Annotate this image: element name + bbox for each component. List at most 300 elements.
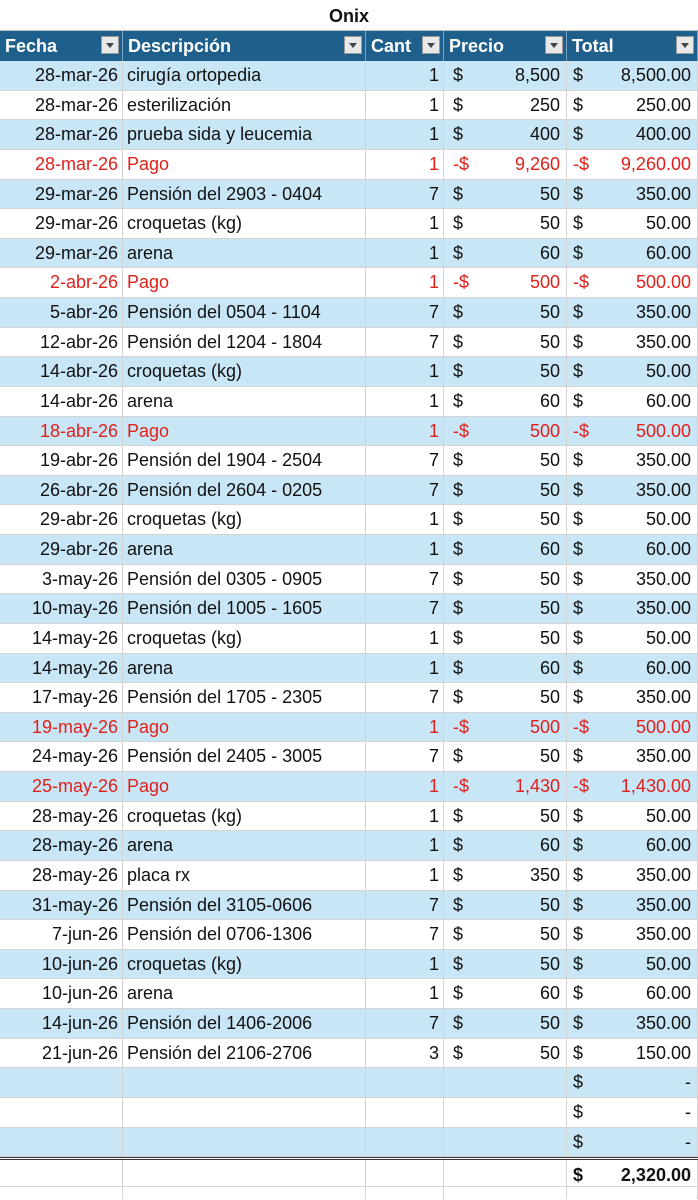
- table-cell[interactable]: [123, 1187, 366, 1199]
- total-value: 350.00: [635, 331, 691, 352]
- date-cell[interactable]: 21-jun-26: [0, 1039, 123, 1068]
- price-value: 50: [539, 894, 560, 915]
- date-cell[interactable]: [0, 1128, 123, 1157]
- total-cell[interactable]: [567, 357, 698, 386]
- price-cell[interactable]: [444, 565, 567, 594]
- description-cell[interactable]: Pensión del 0305 - 0905: [123, 565, 366, 594]
- price-cell[interactable]: [444, 594, 567, 623]
- description-cell[interactable]: croquetas (kg): [123, 950, 366, 979]
- total-cell[interactable]: [567, 61, 698, 90]
- currency-symbol: $: [573, 242, 584, 263]
- table-row: [0, 150, 698, 180]
- quantity-cell[interactable]: 1: [366, 654, 444, 683]
- currency-symbol: $: [573, 598, 584, 619]
- currency-symbol: $: [573, 1165, 584, 1186]
- table-cell[interactable]: [444, 1187, 567, 1199]
- currency-symbol: $: [453, 924, 464, 945]
- total-cell[interactable]: [567, 1039, 698, 1068]
- total-cell[interactable]: [567, 920, 698, 949]
- column-header-label: Total: [572, 36, 614, 56]
- description-cell[interactable]: Pensión del 0706-1306: [123, 920, 366, 949]
- total-value: 350.00: [635, 1013, 691, 1033]
- date-cell[interactable]: 3-may-26: [0, 565, 123, 594]
- total-value: 1,430.00: [620, 776, 691, 796]
- quantity-cell[interactable]: 1: [366, 624, 444, 653]
- total-cell[interactable]: [567, 594, 698, 623]
- price-value: 50: [539, 746, 560, 767]
- filter-dropdown-icon[interactable]: [676, 36, 694, 54]
- date-cell[interactable]: 28-mar-26: [0, 150, 123, 179]
- date-cell[interactable]: 10-jun-26: [0, 979, 123, 1008]
- price-value: 50: [539, 598, 560, 619]
- quantity-cell[interactable]: [366, 1098, 444, 1127]
- filter-dropdown-icon[interactable]: [344, 36, 362, 54]
- currency-symbol: $: [453, 953, 464, 974]
- description-cell[interactable]: Pago: [123, 713, 366, 742]
- table-cell[interactable]: [366, 1160, 444, 1186]
- price-value: 50: [539, 953, 560, 974]
- currency-symbol: $: [573, 331, 584, 352]
- date-cell[interactable]: 14-abr-26: [0, 357, 123, 386]
- total-cell[interactable]: [567, 1068, 698, 1097]
- price-value: 50: [539, 213, 560, 234]
- currency-symbol: $: [573, 539, 584, 559]
- description-cell[interactable]: [123, 1068, 366, 1097]
- currency-symbol: $: [573, 894, 584, 915]
- currency-symbol: $: [453, 331, 464, 352]
- price-cell[interactable]: [444, 417, 567, 446]
- date-cell[interactable]: 28-may-26: [0, 802, 123, 831]
- price-cell[interactable]: [444, 1009, 567, 1038]
- table-cell[interactable]: [123, 1160, 366, 1186]
- currency-symbol: $: [573, 124, 584, 145]
- total-value: 500.00: [635, 420, 691, 441]
- table-row: [0, 594, 698, 624]
- quantity-cell[interactable]: 1: [366, 802, 444, 831]
- price-cell[interactable]: [444, 772, 567, 801]
- price-cell[interactable]: [444, 357, 567, 386]
- grand-total-row: [0, 1157, 698, 1187]
- table-row: [0, 713, 698, 743]
- table-row: [0, 417, 698, 447]
- description-cell[interactable]: Pensión del 2604 - 0205: [123, 476, 366, 505]
- date-cell[interactable]: 29-mar-26: [0, 239, 123, 268]
- table-row: [0, 831, 698, 861]
- price-cell[interactable]: [444, 713, 567, 742]
- table-cell[interactable]: [444, 1160, 567, 1186]
- column-header-cant[interactable]: [366, 31, 444, 61]
- date-cell[interactable]: 12-abr-26: [0, 328, 123, 357]
- date-cell[interactable]: 14-may-26: [0, 654, 123, 683]
- price-cell[interactable]: [444, 1068, 567, 1097]
- date-cell[interactable]: 28-mar-26: [0, 61, 123, 90]
- table-row: [0, 920, 698, 950]
- quantity-cell[interactable]: 1: [366, 150, 444, 179]
- date-cell[interactable]: 10-may-26: [0, 594, 123, 623]
- table-row: [0, 298, 698, 328]
- price-cell[interactable]: [444, 891, 567, 920]
- quantity-cell[interactable]: 1: [366, 387, 444, 416]
- description-cell[interactable]: Pensión del 2903 - 0404: [123, 180, 366, 209]
- quantity-cell[interactable]: 1: [366, 979, 444, 1008]
- price-cell[interactable]: [444, 505, 567, 534]
- quantity-cell[interactable]: 7: [366, 742, 444, 771]
- currency-symbol: $: [573, 746, 584, 767]
- column-header-descripcion[interactable]: [123, 31, 366, 61]
- currency-symbol: $: [573, 864, 584, 885]
- date-cell[interactable]: 7-jun-26: [0, 920, 123, 949]
- price-value: 1,430: [514, 776, 560, 796]
- date-cell[interactable]: 19-abr-26: [0, 446, 123, 475]
- currency-symbol: $: [453, 183, 464, 204]
- quantity-cell[interactable]: 7: [366, 891, 444, 920]
- price-cell[interactable]: [444, 446, 567, 475]
- total-value: 500.00: [635, 716, 691, 737]
- price-cell[interactable]: [444, 180, 567, 209]
- description-cell[interactable]: esterilización: [123, 91, 366, 120]
- total-value: 350.00: [635, 894, 691, 915]
- price-cell[interactable]: [444, 239, 567, 268]
- price-cell[interactable]: [444, 861, 567, 890]
- currency-symbol: $: [453, 1042, 464, 1063]
- description-cell[interactable]: prueba sida y leucemia: [123, 120, 366, 149]
- currency-symbol: $: [573, 568, 584, 589]
- date-cell[interactable]: 25-may-26: [0, 772, 123, 801]
- total-cell[interactable]: [567, 476, 698, 505]
- column-header-label: Precio: [449, 36, 505, 56]
- date-cell[interactable]: 29-abr-26: [0, 535, 123, 564]
- price-cell[interactable]: [444, 61, 567, 90]
- total-cell[interactable]: [567, 387, 698, 416]
- price-cell[interactable]: [444, 1128, 567, 1157]
- description-cell[interactable]: Pensión del 1904 - 2504: [123, 446, 366, 475]
- total-cell[interactable]: [567, 683, 698, 712]
- quantity-cell[interactable]: 1: [366, 239, 444, 268]
- price-cell[interactable]: [444, 1039, 567, 1068]
- quantity-cell[interactable]: 1: [366, 772, 444, 801]
- total-cell[interactable]: [567, 979, 698, 1008]
- date-cell[interactable]: 29-abr-26: [0, 505, 123, 534]
- table-row: [0, 1098, 698, 1128]
- description-cell[interactable]: Pensión del 3105-0606: [123, 891, 366, 920]
- date-cell[interactable]: 29-mar-26: [0, 209, 123, 238]
- table-row: [0, 387, 698, 417]
- price-value: 500: [529, 716, 560, 737]
- quantity-cell[interactable]: 1: [366, 357, 444, 386]
- total-cell[interactable]: [567, 505, 698, 534]
- price-cell[interactable]: [444, 268, 567, 297]
- total-cell[interactable]: [567, 831, 698, 860]
- currency-symbol: $: [453, 94, 464, 115]
- currency-symbol: -$: [453, 420, 470, 441]
- description-cell[interactable]: croquetas (kg): [123, 209, 366, 238]
- price-cell[interactable]: [444, 387, 567, 416]
- description-cell[interactable]: arena: [123, 654, 366, 683]
- date-cell[interactable]: 19-may-26: [0, 713, 123, 742]
- currency-symbol: -$: [573, 776, 590, 796]
- description-cell[interactable]: [123, 1128, 366, 1157]
- sheet-title: Onix: [0, 0, 698, 31]
- description-cell[interactable]: arena: [123, 831, 366, 860]
- price-value: 60: [539, 983, 560, 1004]
- total-cell[interactable]: [567, 802, 698, 831]
- description-cell[interactable]: [123, 1098, 366, 1127]
- price-value: 60: [539, 242, 560, 263]
- currency-symbol: $: [453, 390, 464, 411]
- date-cell[interactable]: 17-may-26: [0, 683, 123, 712]
- total-cell[interactable]: [567, 654, 698, 683]
- quantity-cell[interactable]: 7: [366, 180, 444, 209]
- date-cell[interactable]: 24-may-26: [0, 742, 123, 771]
- currency-symbol: $: [573, 183, 584, 204]
- currency-symbol: $: [453, 657, 464, 678]
- table-row: [0, 476, 698, 506]
- filter-dropdown-icon[interactable]: [422, 36, 440, 54]
- currency-symbol: $: [453, 65, 464, 85]
- quantity-cell[interactable]: 1: [366, 950, 444, 979]
- description-cell[interactable]: arena: [123, 387, 366, 416]
- quantity-cell[interactable]: 3: [366, 1039, 444, 1068]
- price-value: 50: [539, 924, 560, 945]
- description-cell[interactable]: croquetas (kg): [123, 357, 366, 386]
- quantity-cell[interactable]: 7: [366, 298, 444, 327]
- quantity-cell[interactable]: 7: [366, 446, 444, 475]
- total-cell[interactable]: [567, 624, 698, 653]
- price-cell[interactable]: [444, 120, 567, 149]
- currency-symbol: $: [573, 835, 584, 856]
- quantity-cell[interactable]: 1: [366, 861, 444, 890]
- description-cell[interactable]: croquetas (kg): [123, 624, 366, 653]
- price-value: 50: [539, 361, 560, 382]
- quantity-cell[interactable]: 1: [366, 209, 444, 238]
- total-cell[interactable]: [567, 772, 698, 801]
- column-header-precio[interactable]: [444, 31, 567, 61]
- description-cell[interactable]: Pensión del 1005 - 1605: [123, 594, 366, 623]
- quantity-cell[interactable]: 7: [366, 920, 444, 949]
- price-value: 50: [539, 450, 560, 471]
- price-value: 9,260: [514, 153, 560, 174]
- total-cell[interactable]: [567, 950, 698, 979]
- price-cell[interactable]: [444, 535, 567, 564]
- total-value: 350.00: [635, 864, 691, 885]
- date-cell[interactable]: 18-abr-26: [0, 417, 123, 446]
- total-value: 60.00: [645, 539, 691, 559]
- date-cell[interactable]: 14-may-26: [0, 624, 123, 653]
- table-header-row: [0, 31, 698, 61]
- date-cell[interactable]: 28-mar-26: [0, 120, 123, 149]
- description-cell[interactable]: Pensión del 1406-2006: [123, 1009, 366, 1038]
- total-cell[interactable]: [567, 1098, 698, 1127]
- price-value: 500: [529, 272, 560, 293]
- price-cell[interactable]: [444, 831, 567, 860]
- total-cell[interactable]: [567, 120, 698, 149]
- total-cell[interactable]: [567, 565, 698, 594]
- currency-symbol: -$: [453, 776, 470, 796]
- filter-dropdown-icon[interactable]: [101, 36, 119, 54]
- currency-symbol: $: [453, 983, 464, 1004]
- currency-symbol: $: [573, 657, 584, 678]
- date-cell[interactable]: 10-jun-26: [0, 950, 123, 979]
- total-cell[interactable]: [567, 891, 698, 920]
- description-cell[interactable]: Pago: [123, 150, 366, 179]
- currency-symbol: -$: [573, 420, 590, 441]
- total-value: 60.00: [645, 835, 691, 856]
- quantity-cell[interactable]: 7: [366, 328, 444, 357]
- description-cell[interactable]: cirugía ortopedia: [123, 61, 366, 90]
- column-header-total[interactable]: [567, 31, 698, 61]
- total-cell[interactable]: [567, 180, 698, 209]
- quantity-cell[interactable]: [366, 1068, 444, 1097]
- price-cell[interactable]: [444, 742, 567, 771]
- total-value: 60.00: [645, 983, 691, 1004]
- quantity-cell[interactable]: 7: [366, 683, 444, 712]
- total-cell[interactable]: [567, 446, 698, 475]
- price-cell[interactable]: [444, 624, 567, 653]
- price-cell[interactable]: [444, 328, 567, 357]
- grand-total-cell[interactable]: [567, 1160, 698, 1186]
- table-cell[interactable]: [0, 1160, 123, 1186]
- date-cell[interactable]: 28-may-26: [0, 831, 123, 860]
- quantity-cell[interactable]: 7: [366, 476, 444, 505]
- quantity-cell[interactable]: 1: [366, 91, 444, 120]
- date-cell[interactable]: [0, 1098, 123, 1127]
- quantity-cell[interactable]: 7: [366, 594, 444, 623]
- total-cell[interactable]: [567, 150, 698, 179]
- total-cell[interactable]: [567, 535, 698, 564]
- price-cell[interactable]: [444, 654, 567, 683]
- description-cell[interactable]: arena: [123, 535, 366, 564]
- total-cell[interactable]: [567, 1009, 698, 1038]
- table-cell[interactable]: [567, 1187, 698, 1199]
- total-cell[interactable]: [567, 1128, 698, 1157]
- total-cell[interactable]: [567, 713, 698, 742]
- table-row: [0, 328, 698, 358]
- currency-symbol: $: [453, 687, 464, 708]
- quantity-cell[interactable]: 1: [366, 61, 444, 90]
- price-cell[interactable]: [444, 979, 567, 1008]
- price-cell[interactable]: [444, 1098, 567, 1127]
- price-cell[interactable]: [444, 91, 567, 120]
- description-cell[interactable]: Pensión del 0504 - 1104: [123, 298, 366, 327]
- currency-symbol: $: [573, 924, 584, 945]
- price-cell[interactable]: [444, 683, 567, 712]
- quantity-cell[interactable]: 7: [366, 565, 444, 594]
- description-cell[interactable]: Pensión del 2106-2706: [123, 1039, 366, 1068]
- quantity-cell[interactable]: [366, 1128, 444, 1157]
- total-value: -: [685, 1072, 691, 1093]
- currency-symbol: $: [453, 539, 464, 559]
- date-cell[interactable]: [0, 1068, 123, 1097]
- price-cell[interactable]: [444, 920, 567, 949]
- total-cell[interactable]: [567, 298, 698, 327]
- currency-symbol: $: [573, 213, 584, 234]
- quantity-cell[interactable]: 1: [366, 505, 444, 534]
- table-cell[interactable]: [0, 1187, 123, 1199]
- total-value: 500.00: [635, 272, 691, 293]
- description-cell[interactable]: Pago: [123, 772, 366, 801]
- currency-symbol: $: [453, 568, 464, 589]
- total-cell[interactable]: [567, 268, 698, 297]
- filter-dropdown-icon[interactable]: [545, 36, 563, 54]
- description-cell[interactable]: Pensión del 1705 - 2305: [123, 683, 366, 712]
- column-header-label: Fecha: [5, 36, 58, 56]
- date-cell[interactable]: 5-abr-26: [0, 298, 123, 327]
- table-row: [0, 91, 698, 121]
- table-row: [0, 446, 698, 476]
- date-cell[interactable]: 28-may-26: [0, 861, 123, 890]
- price-value: 400: [529, 124, 560, 145]
- description-cell[interactable]: Pensión del 1204 - 1804: [123, 328, 366, 357]
- description-cell[interactable]: arena: [123, 239, 366, 268]
- total-value: 250.00: [635, 94, 691, 115]
- date-cell[interactable]: 31-may-26: [0, 891, 123, 920]
- price-cell[interactable]: [444, 150, 567, 179]
- total-value: 60.00: [645, 242, 691, 263]
- quantity-cell[interactable]: 1: [366, 535, 444, 564]
- total-cell[interactable]: [567, 742, 698, 771]
- total-cell[interactable]: [567, 328, 698, 357]
- total-value: 50.00: [645, 213, 691, 234]
- quantity-cell[interactable]: 1: [366, 120, 444, 149]
- quantity-cell[interactable]: 1: [366, 831, 444, 860]
- total-cell[interactable]: [567, 91, 698, 120]
- description-cell[interactable]: Pago: [123, 417, 366, 446]
- description-cell[interactable]: placa rx: [123, 861, 366, 890]
- price-cell[interactable]: [444, 298, 567, 327]
- description-cell[interactable]: Pensión del 2405 - 3005: [123, 742, 366, 771]
- table-cell[interactable]: [366, 1187, 444, 1199]
- total-value: 400.00: [635, 124, 691, 145]
- price-value: 250: [529, 94, 560, 115]
- price-value: 50: [539, 627, 560, 648]
- total-cell[interactable]: [567, 209, 698, 238]
- date-cell[interactable]: 2-abr-26: [0, 268, 123, 297]
- description-cell[interactable]: croquetas (kg): [123, 802, 366, 831]
- table-row: [0, 1009, 698, 1039]
- total-cell[interactable]: [567, 239, 698, 268]
- currency-symbol: $: [573, 509, 584, 530]
- table-body: [0, 61, 698, 1157]
- date-cell[interactable]: 14-jun-26: [0, 1009, 123, 1038]
- quantity-cell[interactable]: 7: [366, 1009, 444, 1038]
- currency-symbol: $: [453, 1013, 464, 1033]
- total-value: 50.00: [645, 805, 691, 826]
- currency-symbol: $: [453, 746, 464, 767]
- currency-symbol: -$: [573, 272, 590, 293]
- price-cell[interactable]: [444, 950, 567, 979]
- date-cell[interactable]: 29-mar-26: [0, 180, 123, 209]
- description-cell[interactable]: croquetas (kg): [123, 505, 366, 534]
- currency-symbol: $: [573, 805, 584, 826]
- quantity-cell[interactable]: 1: [366, 417, 444, 446]
- date-cell[interactable]: 14-abr-26: [0, 387, 123, 416]
- table-row: [0, 772, 698, 802]
- total-cell[interactable]: [567, 861, 698, 890]
- price-cell[interactable]: [444, 476, 567, 505]
- total-cell[interactable]: [567, 417, 698, 446]
- date-cell[interactable]: 26-abr-26: [0, 476, 123, 505]
- currency-symbol: $: [573, 687, 584, 708]
- description-cell[interactable]: arena: [123, 979, 366, 1008]
- description-cell[interactable]: Pago: [123, 268, 366, 297]
- quantity-cell[interactable]: 1: [366, 713, 444, 742]
- column-header-fecha[interactable]: [0, 31, 123, 61]
- quantity-cell[interactable]: 1: [366, 268, 444, 297]
- date-cell[interactable]: 28-mar-26: [0, 91, 123, 120]
- price-cell[interactable]: [444, 802, 567, 831]
- price-cell[interactable]: [444, 209, 567, 238]
- currency-symbol: $: [573, 1042, 584, 1063]
